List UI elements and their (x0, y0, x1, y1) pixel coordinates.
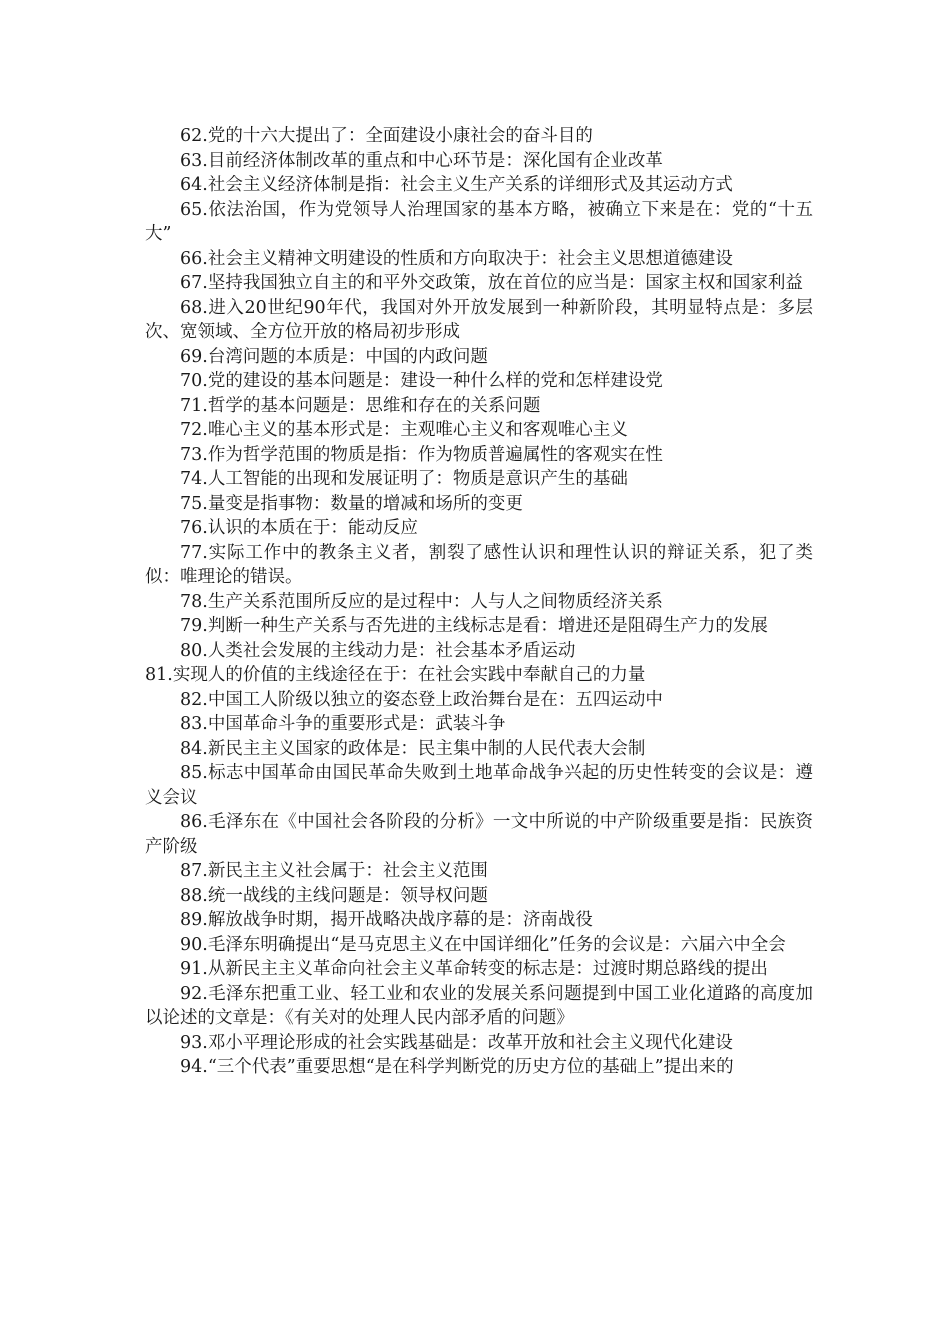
list-item: 85.标志中国革命由国民革命失败到土地革命战争兴起的历史性转变的会议是：遵义会议 (145, 763, 813, 808)
list-item: 69.台湾问题的本质是：中国的内政问题 (180, 346, 488, 367)
list-item: 63.目前经济体制改革的重点和中心环节是：深化国有企业改革 (180, 150, 663, 171)
list-item: 92.毛泽东把重工业、轻工业和农业的发展关系问题提到中国工业化道路的高度加以论述的文章是：《有关对的处理人民内部矛盾的问题》 (145, 983, 813, 1028)
list-item: 73.作为哲学范围的物质是指：作为物质普遍属性的客观实在性 (180, 444, 663, 465)
list-item: 87.新民主主义社会属于：社会主义范围 (180, 861, 488, 881)
list-item: 71.哲学的基本问题是：思维和存在的关系问题 (180, 395, 541, 416)
list-item: 66.社会主义精神文明建设的性质和方向取决于：社会主义思想道德建设 (180, 248, 733, 269)
list-item: 74.人工智能的出现和发展证明了：物质是意识产生的基础 (180, 469, 628, 489)
list-item: 93.邓小平理论形成的社会实践基础是：改革开放和社会主义现代化建设 (180, 1032, 733, 1053)
list-item: 75.量变是指事物：数量的增减和场所的变更 (180, 493, 523, 514)
list-item: 90.毛泽东明确提出“是马克思主义在中国详细化”任务的会议是：六届六中全会 (180, 934, 786, 955)
list-item: 94.“三个代表”重要思想“是在科学判断党的历史方位的基础上”提出来的 (180, 1057, 734, 1077)
list-item: 64.社会主义经济体制是指：社会主义生产关系的详细形式及其运动方式 (180, 175, 733, 195)
list-item: 65.依法治国，作为党领导人治理国家的基本方略，被确立下来是在：党的“十五大” (145, 199, 813, 244)
list-item: 72.唯心主义的基本形式是：主观唯心主义和客观唯心主义 (180, 420, 628, 440)
list-item: 80.人类社会发展的主线动力是：社会基本矛盾运动 (180, 640, 576, 661)
list-item: 82.中国工人阶级以独立的姿态登上政治舞台是在：五四运动中 (180, 689, 663, 710)
list-item: 76.认识的本质在于：能动反应 (180, 518, 418, 538)
list-item: 91.从新民主主义革命向社会主义革命转变的标志是：过渡时期总路线的提出 (180, 959, 768, 979)
list-item: 83.中国革命斗争的重要形式是：武装斗争 (180, 714, 506, 734)
list-item: 86.毛泽东在《中国社会各阶段的分析》一文中所说的中产阶级重要是指：民族资产阶级 (145, 812, 813, 857)
list-item: 67.坚持我国独立自主的和平外交政策，放在首位的应当是：国家主权和国家利益 (180, 273, 803, 293)
list-item: 68.进入20世纪90年代，我国对外开放发展到一种新阶段，其明显特点是：多层次、宽领域、全方位开放的格局初步形成 (145, 297, 813, 342)
list-item: 62.党的十六大提出了：全面建设小康社会的奋斗目的 (180, 126, 593, 146)
document-body (145, 124, 813, 1080)
list-item: 79.判断一种生产关系与否先进的主线标志是看：增进还是阻碍生产力的发展 (180, 616, 768, 636)
list-item: 89.解放战争时期，揭开战略决战序幕的是：济南战役 (180, 910, 593, 930)
list-item: 81.实现人的价值的主线途径在于：在社会实践中奉献自己的力量 (145, 665, 646, 685)
list-item: 84.新民主主义国家的政体是：民主集中制的人民代表大会制 (180, 738, 646, 759)
list-item: 70.党的建设的基本问题是：建设一种什么样的党和怎样建设党 (180, 371, 663, 391)
list-item: 78.生产关系范围所反应的是过程中：人与人之间物质经济关系 (180, 591, 663, 612)
list-item: 77.实际工作中的教条主义者，割裂了感性认识和理性认识的辩证关系，犯了类似：唯理论的错误。 (145, 542, 813, 587)
list-item: 88.统一战线的主线问题是：领导权问题 (180, 885, 488, 906)
